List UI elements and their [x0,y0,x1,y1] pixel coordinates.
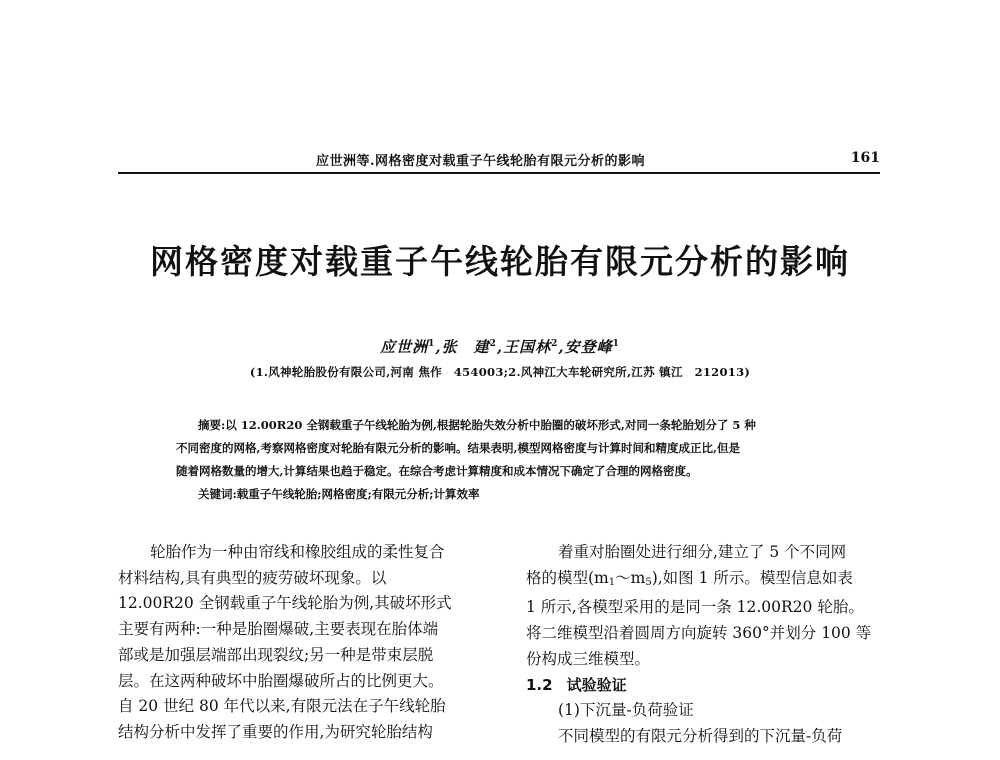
author-name: 安登峰 [564,338,613,356]
author-list: 应世洲$^1$,张 建$^2$,王国林$^2$,安登峰$^1$ [380,338,620,356]
body-text: 格的模型(m [526,568,609,587]
subscript: 5 [645,576,652,588]
author-name: 张 建 [441,338,490,356]
author-name: 王国林 [503,338,552,356]
header-rule [118,172,880,174]
body-text: ～m [615,568,646,587]
keywords: 关键词:载重子午线轮胎;网格密度;有限元分析;计算效率 [198,487,480,501]
body-line: 部或是加强层端部出现裂纹;另一种是带束层脱 [118,645,434,664]
paper-title: 网格密度对载重子午线轮胎有限元分析的影响 [150,242,850,281]
body-text: ),如图 1 所示。模型信息如表 [651,568,853,587]
body-line: 自 20 世纪 80 年代以来,有限元法在子午线轮胎 [118,697,446,716]
sub-heading: (1)下沉量-负荷验证 [558,701,694,720]
body-line: 层。在这两种破坏中胎圈爆破所占的比例更大。 [118,671,444,690]
right-column [526,540,902,750]
body-line: 份构成三维模型。 [526,649,651,668]
body-line: 将二维模型沿着圆周方向旋转 360°并划分 100 等 [526,624,872,643]
section-number: 1.2 [526,675,553,694]
page-number: 161 [850,150,880,166]
author-name: 应世洲 [380,338,429,356]
body-line: 12.00R20 全钢载重子午线轮胎为例,其破坏形式 [118,594,452,613]
body-line: 材料结构,具有典型的疲劳破坏现象。以 [118,568,387,587]
body-line: 1 所示,各模型采用的是同一条 12.00R20 轮胎。 [526,598,864,617]
body-line: 不同模型的有限元分析得到的下沉量-负荷 [558,726,843,745]
abstract-line: 不同密度的网格,考察网格密度对轮胎有限元分析的影响。结果表明,模型网格密度与计算时间和精度成正比,但是 [176,441,741,455]
section-title: 试验验证 [566,675,627,694]
body-line: 着重对胎圈处进行细分,建立了 5 个不同网 [558,543,847,561]
running-header [118,150,880,174]
running-header-title: 应世洲等.网格密度对载重子午线轮胎有限元分析的影响 [316,154,646,169]
left-column [118,540,494,746]
body-line: 结构分析中发挥了重要的作用,为研究轮胎结构 [118,722,433,741]
author-affiliation-mark: 1 [428,339,436,349]
abstract-line: 摘要:以 12.00R20 全钢载重子午线轮胎为例,根据轮胎失效分析中胎圈的破坏形式,对同一条轮胎划分了 5 种 [198,418,756,432]
subscript: 1 [608,576,616,588]
body-line: 轮胎作为一种由帘线和橡胶组成的柔性复合 [150,543,445,561]
affiliation: (1.风神轮胎股份有限公司,河南 焦作 454003;2.风神江大车轮研究所,江苏 镇江 212013) [249,365,751,379]
abstract [176,414,826,506]
author-affiliation-mark: 2 [551,339,559,349]
author-affiliation-mark: 1 [612,339,620,349]
body-line: 主要有两种:一种是胎圈爆破,主要表现在胎体端 [118,620,439,639]
abstract-line: 随着网格数量的增大,计算结果也趋于稳定。在综合考虑计算精度和成本情况下确定了合理的网格密度。 [176,464,698,478]
body-line [526,566,902,596]
author-affiliation-mark: 2 [489,339,497,349]
section-heading [526,673,902,699]
